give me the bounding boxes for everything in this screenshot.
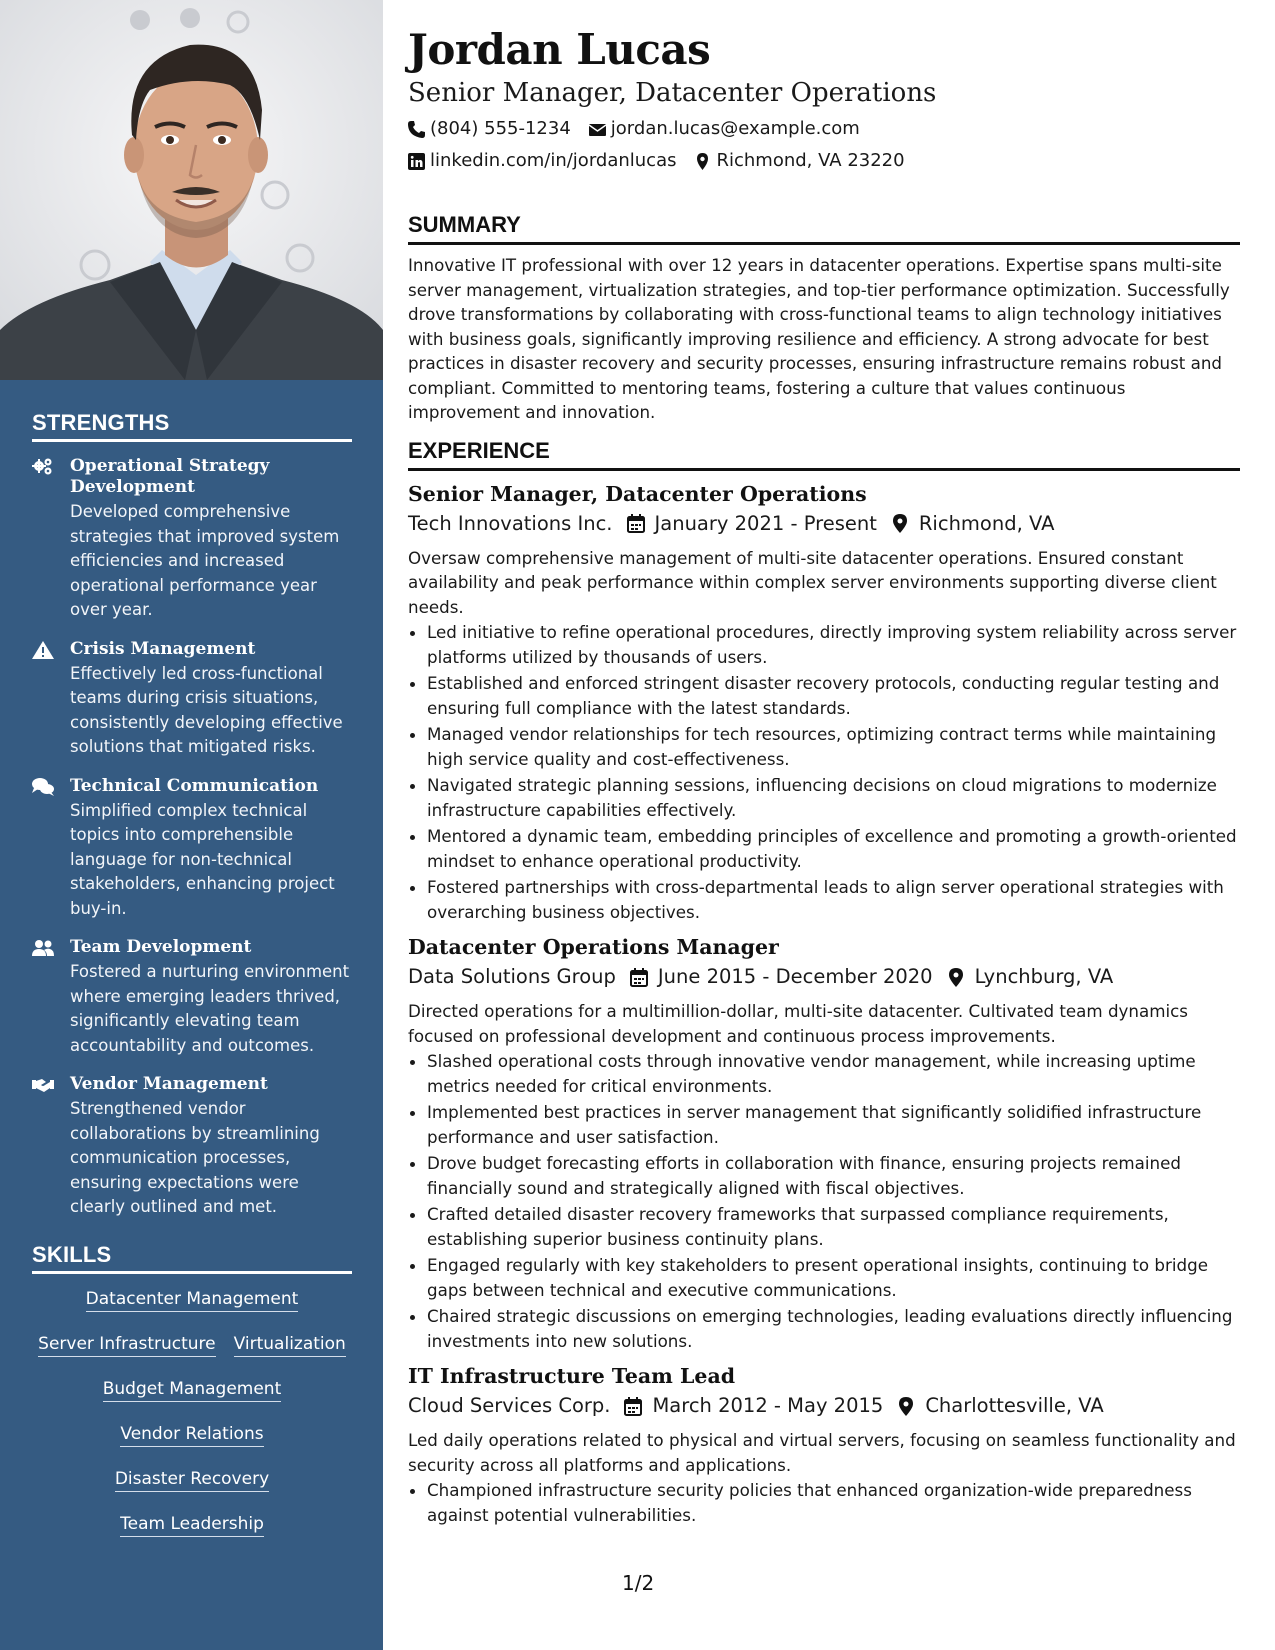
envelope-icon <box>589 121 606 138</box>
contact-row <box>408 117 1240 141</box>
strength-desc: Fostered a nurturing environment where emerging leaders thrived, significantly elevating team accountability and outcomes. <box>70 962 350 1055</box>
strength-item <box>32 937 352 1058</box>
comments-icon <box>32 776 70 922</box>
job-description: Directed operations for a multimillion-dollar, multi-site datacenter. Cultivated team dynamics focused on professional development and continuous process improvements. <box>408 1001 1189 1046</box>
strength-desc: Strengthened vendor collaborations by streamlining communication processes, ensuring expectations were clearly outlined and met. <box>70 1099 320 1216</box>
job-entry <box>408 1361 1240 1527</box>
skill-tag: Virtualization <box>234 1333 346 1357</box>
phone-text: (804) 555-1234 <box>430 118 571 139</box>
strength-title: Operational Strategy Development <box>70 456 270 497</box>
bullet-item: • Engaged regularly with key stakeholders to present operational insights, continuing to bridge gaps between technical and executive communications. <box>427 1253 1240 1302</box>
linkedin-link[interactable]: linkedin.com/in/jordanlucas <box>430 150 677 171</box>
strengths-heading: STRENGTHS <box>32 410 352 442</box>
company-name: Data Solutions Group <box>408 965 616 988</box>
sidebar-content <box>32 410 352 1558</box>
bullet-item: • Implemented best practices in server management that significantly solidified infrastructure performance and user satisfaction. <box>427 1100 1240 1149</box>
skill-tag: Datacenter Management <box>86 1288 299 1312</box>
bullet-item: • Fostered partnerships with cross-departmental leads to align server operational strategies with overarching business objectives. <box>427 875 1240 924</box>
job-dates: January 2021 - Present <box>654 511 877 535</box>
strength-item <box>32 639 352 760</box>
strength-title: Vendor Management <box>70 1074 268 1094</box>
skill-tag: Vendor Relations <box>120 1423 263 1447</box>
job-title: Datacenter Operations Manager <box>408 935 779 959</box>
skills-heading: SKILLS <box>32 1242 352 1274</box>
email-link[interactable]: jordan.lucas@example.com <box>610 118 860 139</box>
users-icon <box>32 937 70 1058</box>
strength-item <box>32 456 352 623</box>
map-pin-icon <box>897 1397 915 1416</box>
job-title: Senior Manager, Datacenter Operations <box>408 481 867 506</box>
phone-icon <box>408 121 425 138</box>
main-content <box>408 24 1240 1529</box>
bullet-item: • Led initiative to refine operational procedures, directly improving system reliability across server platforms utilized by thousands of users. <box>427 620 1240 669</box>
map-pin-icon <box>694 153 711 170</box>
candidate-name: Jordan Lucas <box>408 25 711 74</box>
strength-item <box>32 776 352 922</box>
strength-title: Technical Communication <box>70 775 319 796</box>
job-bullets <box>408 620 1240 924</box>
company-name: Cloud Services Corp. <box>408 1394 611 1417</box>
bullet-item: • Drove budget forecasting efforts in collaboration with finance, ensuring projects remained financially sound and strategically aligned with fiscal objectives. <box>427 1151 1240 1200</box>
bullet-item: • Established and enforced stringent disaster recovery protocols, conducting regular testing and ensuring full compliance with the latest standards. <box>427 671 1240 720</box>
page-number: 1/2 <box>622 1571 655 1595</box>
job-entry <box>408 932 1240 1353</box>
strength-item <box>32 1074 352 1220</box>
contact-email[interactable] <box>589 117 860 141</box>
linkedin-icon <box>408 153 425 170</box>
map-pin-icon <box>891 514 909 533</box>
candidate-title: Senior Manager, Datacenter Operations <box>408 78 937 108</box>
calendar-icon <box>630 968 648 987</box>
bullet-item: • Managed vendor relationships for tech resources, optimizing contract terms while maintaining high service quality and cost-effectiveness. <box>427 722 1240 771</box>
skill-tag: Team Leadership <box>120 1513 264 1537</box>
bullet-item: • Slashed operational costs through innovative vendor management, while increasing uptime metrics needed for critical environments. <box>427 1049 1240 1098</box>
bullet-item: • Navigated strategic planning sessions, influencing decisions on cloud migrations to modernize infrastructure capabilities effectively. <box>427 773 1240 822</box>
summary-text: Innovative IT professional with over 12 years in datacenter operations. Expertise spans multi-site server management, virtualization strategies, and top-tier performance optimization. Successfully drove transformations by collaborating with cross-functional teams to align technology initiatives with business goals, significantly improving resilience and efficiency. A strong advocate for best practices in disaster recovery and security processes, ensuring infrastructure remains robust and compliant. Committed to mentoring teams, fostering a culture that values continuous improvement and innovation. <box>408 255 1230 422</box>
bullet-item: • Crafted detailed disaster recovery frameworks that surpassed compliance requirements, establishing superior business continuity plans. <box>427 1202 1240 1251</box>
job-title: IT Infrastructure Team Lead <box>408 1364 736 1388</box>
strength-desc: Simplified complex technical topics into comprehensible language for non-technical stakeholders, enhancing project buy-in. <box>70 800 335 918</box>
job-location: Richmond, VA <box>918 511 1055 535</box>
contact-row <box>408 149 1240 173</box>
strength-desc: Effectively led cross-functional teams during crisis situations, consistently developing effective solutions that mitigated risks. <box>70 663 343 756</box>
company-name: Tech Innovations Inc. <box>408 511 613 535</box>
skill-tag: Server Infrastructure <box>38 1333 215 1357</box>
calendar-icon <box>627 514 645 533</box>
job-meta <box>408 963 1240 991</box>
job-description: Led daily operations related to physical and virtual servers, focusing on seamless functionality and security across all platforms and applications. <box>408 1430 1236 1475</box>
skill-tag: Disaster Recovery <box>115 1468 269 1492</box>
experience-heading: EXPERIENCE <box>408 437 1240 471</box>
job-entry <box>408 479 1240 925</box>
contact-location <box>694 149 904 173</box>
handshake-icon <box>32 1074 70 1220</box>
summary-heading: SUMMARY <box>408 211 1240 245</box>
job-location: Charlottesville, VA <box>925 1394 1104 1417</box>
strengths-list <box>32 456 352 1220</box>
bullet-item: • Championed infrastructure security policies that enhanced organization-wide preparedness against potential vulnerabilities. <box>427 1478 1240 1527</box>
job-bullets <box>408 1049 1240 1353</box>
skills-list <box>32 1288 352 1537</box>
calendar-icon <box>624 1397 642 1416</box>
profile-photo <box>0 0 383 380</box>
contact-linkedin[interactable] <box>408 149 676 173</box>
skill-tag: Budget Management <box>103 1378 282 1402</box>
gears-icon <box>32 456 70 623</box>
job-location: Lynchburg, VA <box>974 965 1114 988</box>
bullet-item: • Chaired strategic discussions on emerging technologies, leading evaluations directly influencing investments into new solutions. <box>427 1304 1240 1353</box>
location-text: Richmond, VA 23220 <box>716 150 905 171</box>
warning-icon <box>32 639 70 760</box>
map-pin-icon <box>947 968 965 987</box>
strength-title: Team Development <box>70 937 252 957</box>
job-description: Oversaw comprehensive management of multi-site datacenter operations. Ensured constant availability and peak performance within complex server environments supporting diverse client needs. <box>408 547 1217 617</box>
strength-desc: Developed comprehensive strategies that improved system efficiencies and increased operational performance year over year. <box>70 502 340 619</box>
job-dates: March 2012 - May 2015 <box>652 1394 884 1417</box>
bullet-item: • Mentored a dynamic team, embedding principles of excellence and promoting a growth-oriented mindset to enhance operational productivity. <box>427 824 1240 873</box>
sidebar <box>0 0 383 1650</box>
contact-phone <box>408 117 571 141</box>
job-meta <box>408 510 1240 538</box>
job-meta <box>408 1392 1240 1420</box>
job-dates: June 2015 - December 2020 <box>657 965 933 988</box>
strength-title: Crisis Management <box>70 638 256 659</box>
job-bullets <box>408 1478 1240 1527</box>
